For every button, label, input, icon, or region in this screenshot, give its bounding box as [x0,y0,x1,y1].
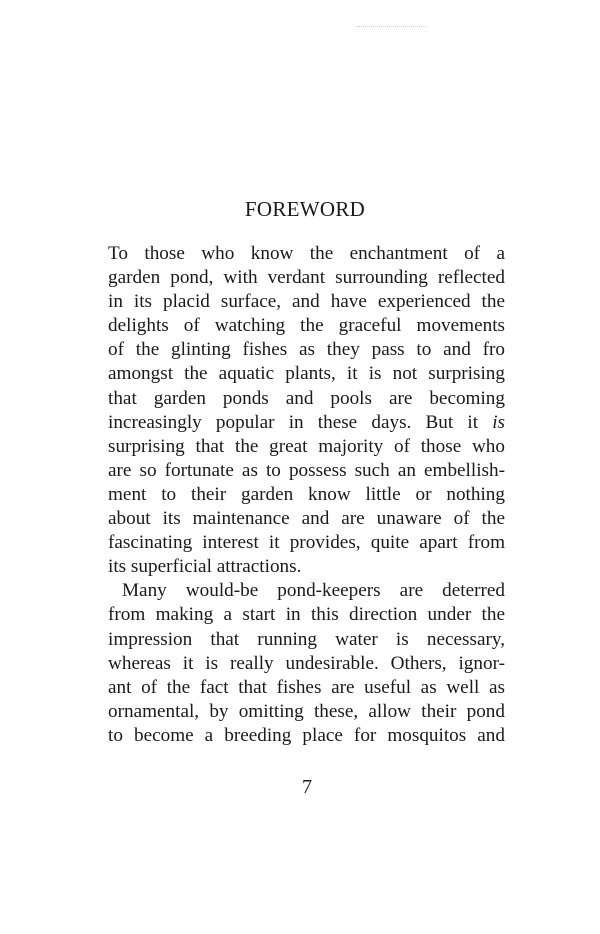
text-line: Many would-be pond-keepers are deterred [122,580,505,602]
text-line: that garden ponds and pools are becoming [108,387,505,409]
text-line: fascinating interest it provides, quite apart from [108,532,505,554]
text-line: surprising that the great majority of those who [108,435,505,457]
text-line: of the glinting fishes as they pass to and fro [108,339,505,361]
page-title: FOREWORD [244,197,366,221]
text-line: ment to their garden know little or nothing [108,483,505,505]
page-number: 7 [302,776,312,798]
body-text [108,242,505,748]
text-line: amongst the aquatic plants, it is not surprising [108,363,505,385]
text-line: from making a start in this direction under the [108,604,505,626]
text-line: about its maintenance and are unaware of the [108,508,505,530]
text-line: ant of the fact that fishes are useful as well as [108,676,505,698]
text-line: impression that running water is necessary, [108,628,505,650]
text-line: in its placid surface, and have experienced the [108,291,505,313]
text-line: increasingly popular in these days. But it is [108,411,505,433]
text-line: are so fortunate as to possess such an embellish- [108,459,505,481]
text-line: delights of watching the graceful movements [108,315,505,337]
text-line: whereas it is really undesirable. Others, ignor- [108,652,505,674]
text-line: garden pond, with verdant surrounding reflected [108,267,505,289]
text-line: to become a breeding place for mosquitos and [108,724,505,746]
emphasis: is [492,411,505,433]
text-line: ornamental, by omitting these, allow their pond [108,700,505,722]
text-line: To those who know the enchantment of a [108,243,505,264]
text-line: its superficial attractions. [108,556,302,578]
scan-speck [356,26,426,28]
